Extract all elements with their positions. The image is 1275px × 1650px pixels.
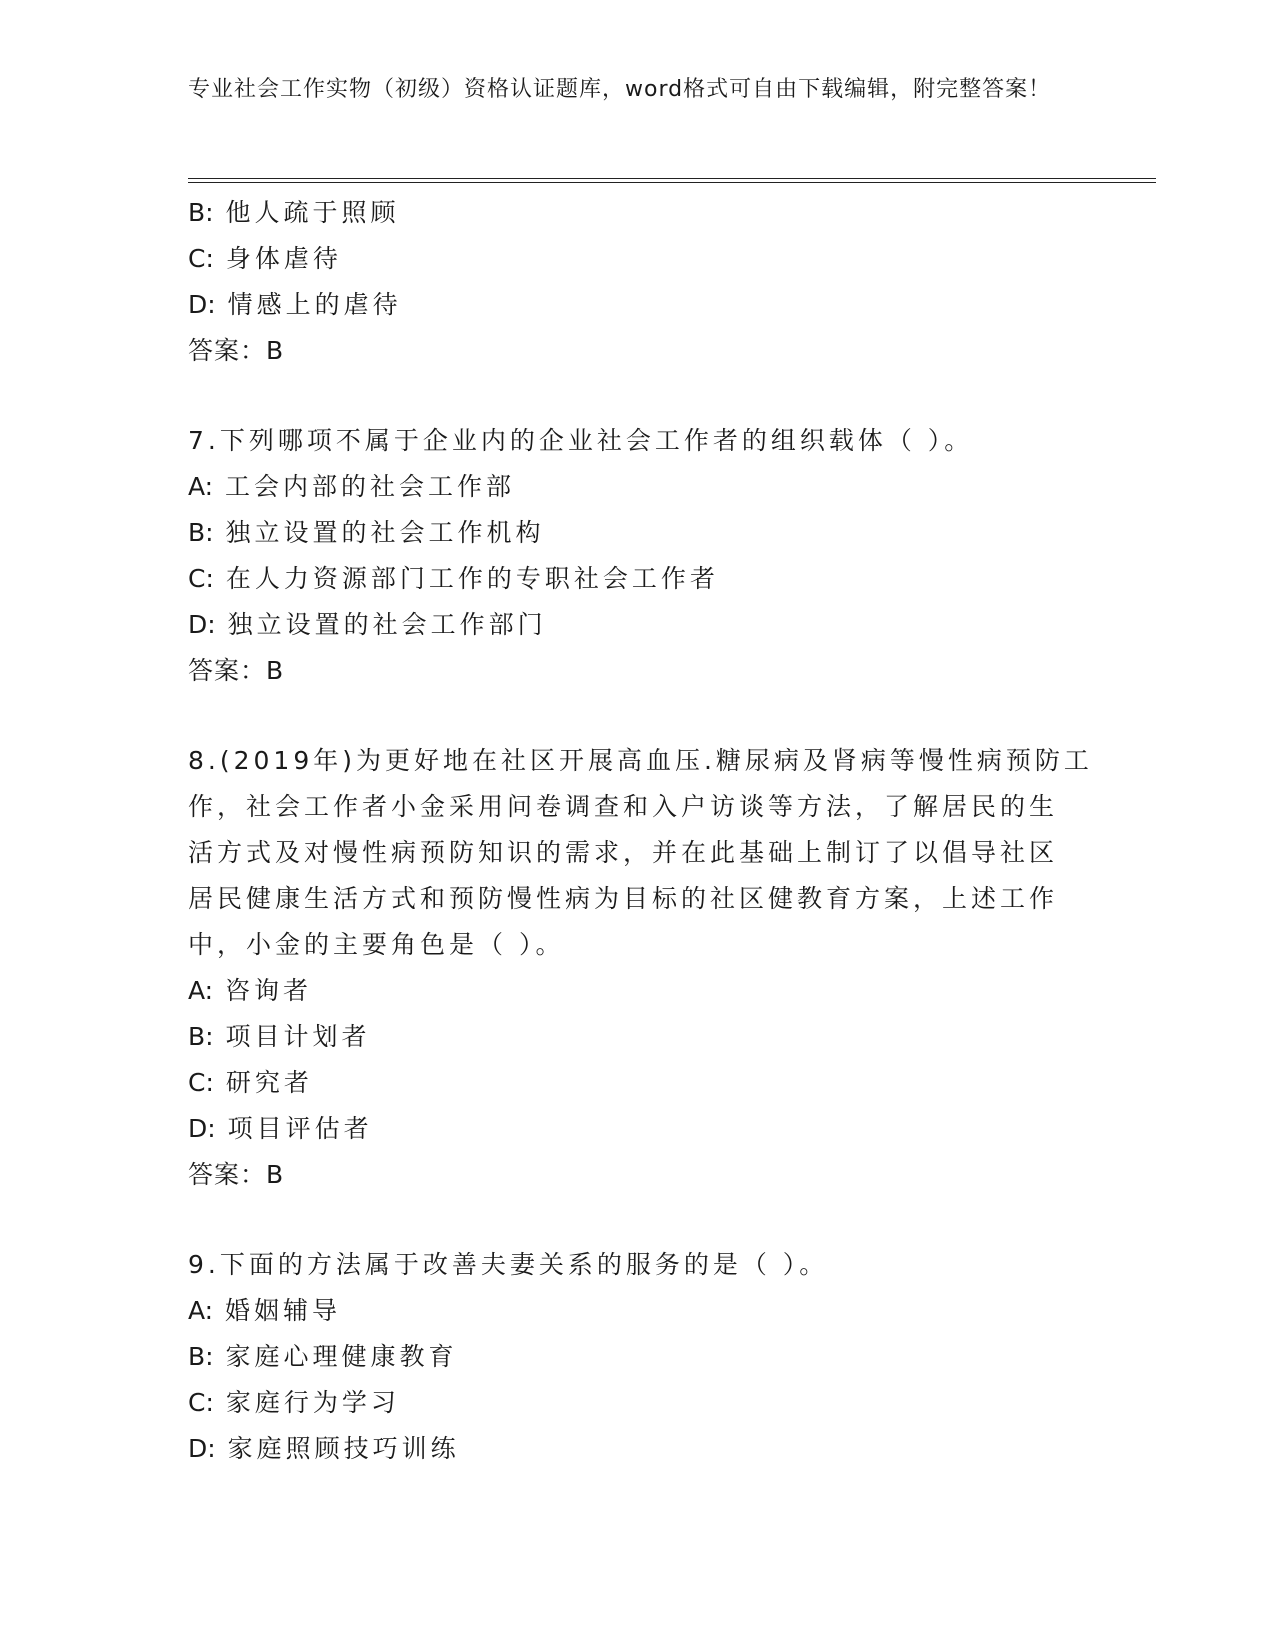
- option-text: 独立设置的社会工作部门: [227, 610, 547, 639]
- option-letter: D:: [188, 290, 216, 319]
- option-letter: A:: [188, 976, 214, 1005]
- option-text: 情感上的虐待: [227, 290, 402, 319]
- option-letter: B:: [188, 518, 214, 547]
- option-letter: B:: [188, 1022, 214, 1051]
- option-letter: D:: [188, 610, 216, 639]
- option-b: [188, 190, 1088, 236]
- option-a: [188, 464, 1088, 510]
- question-6-options: [188, 190, 1088, 374]
- option-letter: B:: [188, 1342, 214, 1371]
- question-stem-line: 活方式及对慢性病预防知识的需求，并在此基础上制订了以倡导社区: [188, 838, 1059, 867]
- answer-line: 答案：B: [188, 336, 285, 365]
- option-d: [188, 602, 1088, 648]
- question-stem-line: 中，小金的主要角色是（ ）。: [188, 930, 565, 959]
- option-text: 项目计划者: [225, 1022, 371, 1051]
- document-header: 专业社会工作实物（初级）资格认证题库，word格式可自由下载编辑，附完整答案！: [188, 77, 1052, 102]
- question-list: [188, 190, 1093, 1472]
- question-7: [188, 418, 1088, 694]
- option-b: [188, 1334, 1088, 1380]
- option-b: [188, 510, 1088, 556]
- question-stem-line: 8.(2019年)为更好地在社区开展高血压.糖尿病及肾病等慢性病预防工: [188, 746, 1093, 775]
- option-letter: C:: [188, 564, 214, 593]
- option-d: [188, 1106, 1088, 1152]
- option-letter: C:: [188, 1068, 214, 1097]
- question-stem-line: 作，社会工作者小金采用问卷调查和入户访谈等方法，了解居民的生: [188, 792, 1059, 821]
- answer-line: 答案：B: [188, 1160, 285, 1189]
- option-c: [188, 1380, 1088, 1426]
- option-letter: D:: [188, 1114, 216, 1143]
- option-c: [188, 556, 1088, 602]
- option-d: [188, 1426, 1088, 1472]
- option-text: 在人力资源部门工作的专职社会工作者: [225, 564, 719, 593]
- option-text: 他人疏于照顾: [225, 198, 400, 227]
- option-a: [188, 1288, 1088, 1334]
- option-letter: B:: [188, 198, 214, 227]
- option-letter: C:: [188, 1388, 214, 1417]
- option-text: 家庭行为学习: [225, 1388, 400, 1417]
- option-c: [188, 1060, 1088, 1106]
- option-letter: D:: [188, 1434, 216, 1463]
- option-b: [188, 1014, 1088, 1060]
- question-8: [188, 738, 1093, 1198]
- option-a: [188, 968, 1088, 1014]
- option-text: 研究者: [225, 1068, 313, 1097]
- question-stem: 7.下列哪项不属于企业内的企业社会工作者的组织载体（ ）。: [188, 426, 974, 455]
- option-letter: C:: [188, 244, 214, 273]
- option-text: 项目评估者: [227, 1114, 373, 1143]
- question-stem-line: 居民健康生活方式和预防慢性病为目标的社区健教育方案，上述工作: [188, 884, 1059, 913]
- question-9: [188, 1242, 1088, 1472]
- header-divider: [188, 178, 1156, 183]
- option-letter: A:: [188, 472, 214, 501]
- option-text: 工会内部的社会工作部: [225, 472, 516, 501]
- option-c: [188, 236, 1088, 282]
- option-text: 咨询者: [225, 976, 313, 1005]
- option-d: [188, 282, 1088, 328]
- option-text: 家庭照顾技巧训练: [227, 1434, 460, 1463]
- answer-line: 答案：B: [188, 656, 285, 685]
- option-text: 身体虐待: [225, 244, 342, 273]
- option-text: 婚姻辅导: [225, 1296, 342, 1325]
- question-stem: 9.下面的方法属于改善夫妻关系的服务的是（ ）。: [188, 1250, 829, 1279]
- option-letter: A:: [188, 1296, 214, 1325]
- option-text: 家庭心理健康教育: [225, 1342, 458, 1371]
- option-text: 独立设置的社会工作机构: [225, 518, 545, 547]
